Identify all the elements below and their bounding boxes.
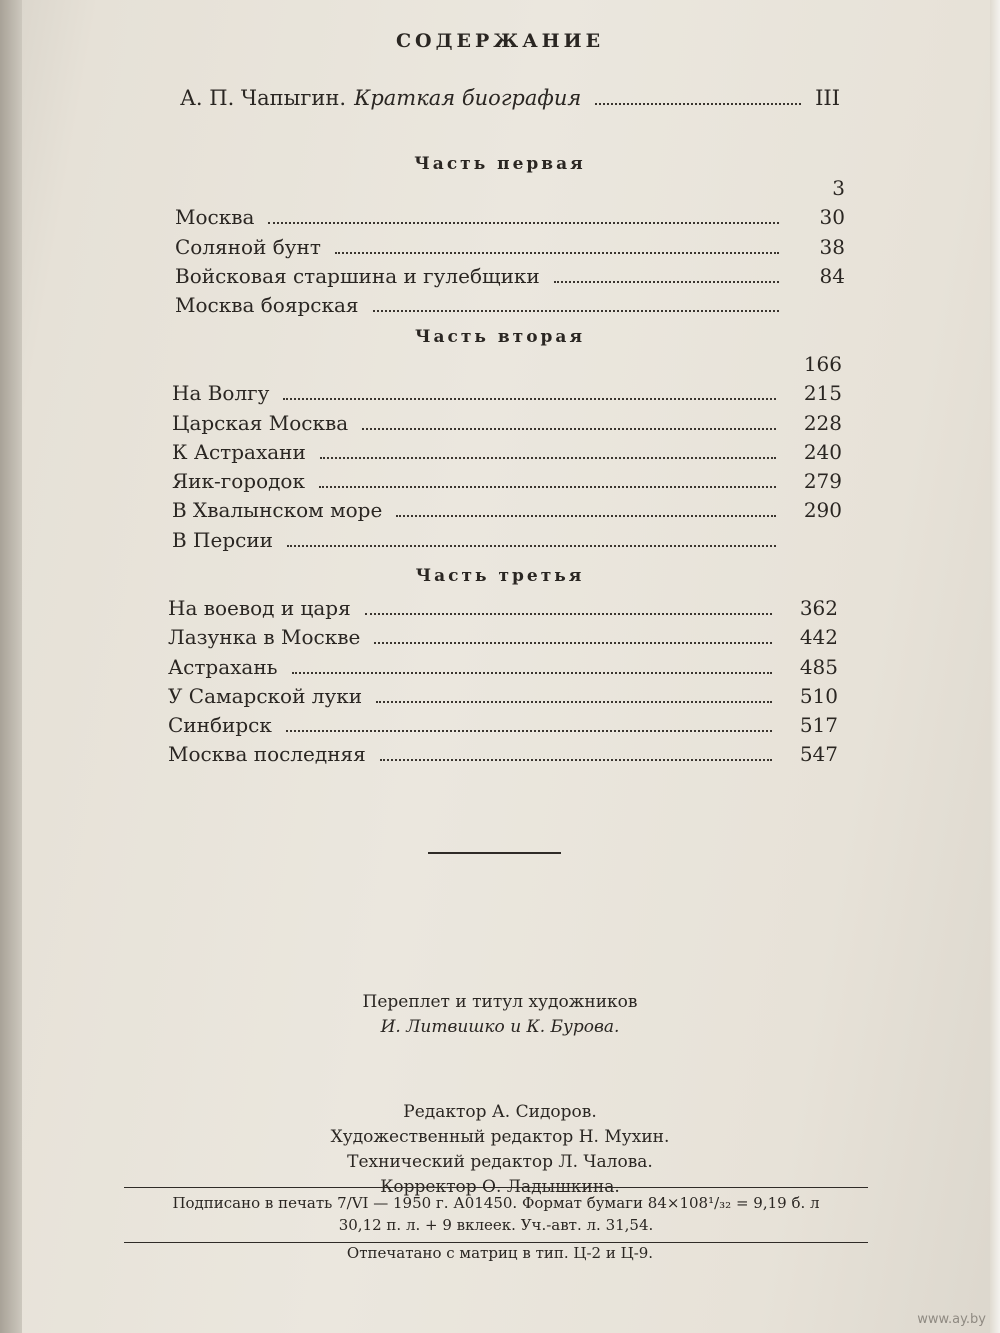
toc-entry: [175, 176, 845, 205]
part-three-title: Часть третья: [415, 566, 585, 586]
entry-label: Яик-городок: [172, 469, 305, 494]
imprint-line-1: Подписано в печать 7/VI — 1950 г. А01450. Формат бумаги 84×108¹/₃₂ = 9,19 б. л: [172, 1194, 820, 1212]
entry-label: В Персии: [172, 527, 273, 552]
part-two-list: [172, 352, 842, 557]
toc-entry: [168, 655, 838, 684]
entry-page: 84: [819, 263, 845, 288]
toc-entry: [168, 742, 838, 771]
toc-entry: [172, 528, 842, 557]
entry-label: Москва: [175, 205, 255, 230]
entry-page: 510: [799, 683, 838, 708]
entry-page: 485: [799, 654, 838, 679]
entry-page: 38: [819, 234, 845, 259]
dot-leader: [595, 103, 801, 105]
imprint-line-2: 30,12 п. л. + 9 вклеек. Уч.-авт. л. 31,54.: [338, 1216, 654, 1234]
toc-entry: [172, 440, 842, 469]
dot-leader: [396, 515, 776, 517]
entry-label: В Хвалынском море: [172, 498, 383, 523]
entry-label: Войсковая старшина и гулебщики: [175, 263, 540, 288]
part-three-list: [168, 596, 838, 772]
entry-label: Синбирск: [168, 713, 272, 738]
art-editor-line: Художественный редактор Н. Мухин.: [330, 1127, 670, 1147]
dot-leader: [292, 672, 772, 674]
proofreader-line: Корректор О. Ладышкина.: [380, 1177, 620, 1197]
part-one-title: Часть первая: [414, 154, 586, 174]
entry-page: 215: [803, 381, 842, 406]
dot-leader: [362, 428, 776, 430]
dot-leader: [554, 281, 779, 283]
entry-page: 442: [799, 625, 838, 650]
dot-leader: [287, 545, 776, 547]
toc-entry: [175, 264, 845, 293]
dot-leader: [286, 730, 772, 732]
biography-author: А. П. Чапыгин.: [180, 86, 347, 110]
biography-entry: [180, 86, 840, 116]
toc-entry: [175, 293, 845, 322]
entry-page: 30: [819, 205, 845, 230]
entry-label: К Астрахани: [172, 439, 306, 464]
biography-work: Краткая биография: [354, 86, 582, 110]
entry-page: 3: [832, 176, 845, 200]
binding-artists: И. Литвишко и К. Бурова.: [380, 1017, 620, 1037]
entry-page: 279: [803, 469, 842, 494]
toc-entry: [172, 381, 842, 410]
toc-entry: [175, 235, 845, 264]
part-one-list: [175, 176, 845, 322]
entry-page: 290: [803, 498, 842, 523]
biography-page: III: [815, 86, 840, 110]
page-title: СОДЕРЖАНИЕ: [395, 30, 605, 52]
binding-line: Переплет и титул художников: [362, 992, 638, 1012]
editor-line: Редактор А. Сидоров.: [403, 1102, 597, 1122]
entry-label: Астрахань: [168, 654, 278, 679]
toc-entry: [172, 498, 842, 527]
entry-label: Царская Москва: [172, 410, 349, 435]
entry-page: 228: [803, 410, 842, 435]
dot-leader: [376, 701, 772, 703]
section-divider: [428, 852, 561, 854]
toc-entry: [168, 684, 838, 713]
part-two-title: Часть вторая: [414, 327, 586, 347]
dot-leader: [319, 486, 776, 488]
entry-page: 166: [803, 352, 842, 376]
toc-entry: [168, 713, 838, 742]
editorial-credits: [0, 1100, 1000, 1200]
dot-leader: [283, 398, 776, 400]
watermark: www.ay.by: [917, 1312, 986, 1327]
imprint-box: [124, 1187, 868, 1243]
toc-entry: [168, 625, 838, 654]
toc-entry: [172, 469, 842, 498]
entry-label: Москва последняя: [168, 742, 366, 767]
dot-leader: [374, 642, 772, 644]
toc-entry: [175, 205, 845, 234]
entry-label: Лазунка в Москве: [168, 625, 361, 650]
dot-leader: [365, 613, 772, 615]
tech-editor-line: Технический редактор Л. Чалова.: [347, 1152, 653, 1172]
entry-label: Соляной бунт: [175, 234, 321, 259]
entry-page: 362: [799, 596, 838, 620]
printed-note: Отпечатано с матриц в тип. Ц-2 и Ц-9.: [346, 1244, 654, 1262]
toc-entry: [168, 596, 838, 625]
toc-entry: [172, 352, 842, 381]
dot-leader: [380, 759, 772, 761]
entry-label: На воевод и царя: [168, 596, 351, 620]
entry-label: На Волгу: [172, 381, 270, 406]
entry-page: 547: [799, 742, 838, 767]
toc-entry: [172, 411, 842, 440]
dot-leader: [268, 222, 779, 224]
dot-leader: [335, 252, 779, 254]
entry-label: У Самарской луки: [168, 683, 363, 708]
dot-leader: [320, 457, 776, 459]
entry-page: 517: [799, 713, 838, 738]
binding-credits: [0, 990, 1000, 1040]
dot-leader: [373, 310, 779, 312]
entry-label: Москва боярская: [175, 293, 359, 318]
entry-page: 240: [803, 439, 842, 464]
